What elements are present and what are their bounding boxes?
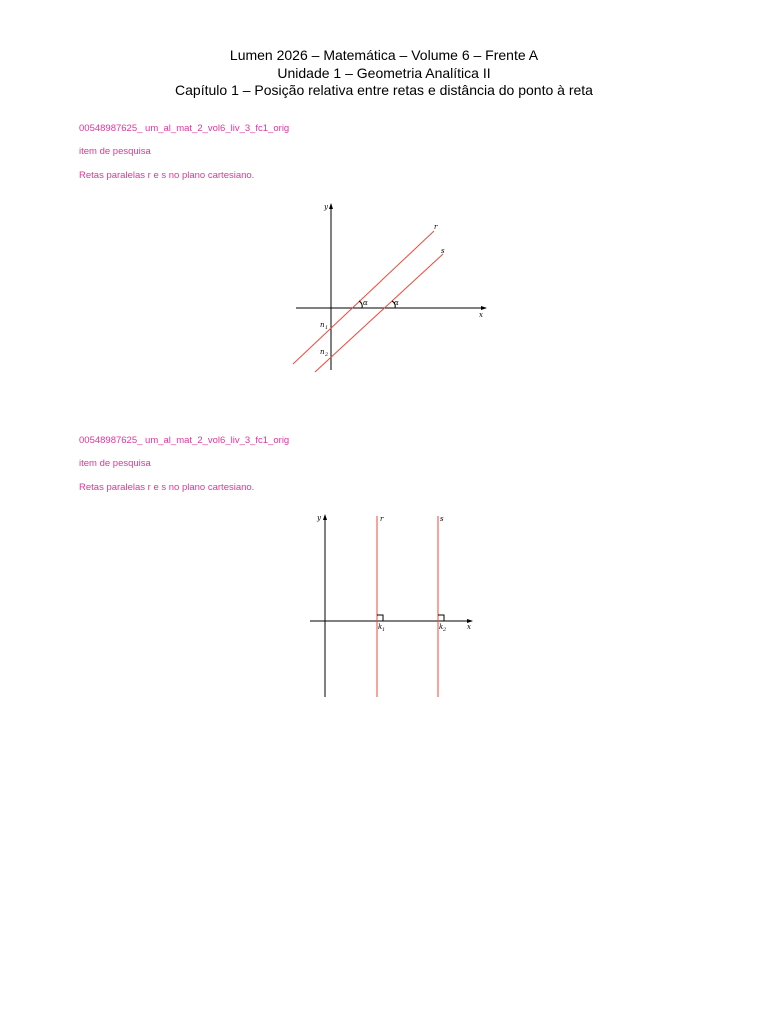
figure-2-label-y: y — [317, 514, 321, 522]
figure-1-label-y: y — [324, 203, 328, 211]
header-title: Lumen 2026 – Matemática – Volume 6 – Frente A — [229, 47, 539, 63]
figure-2-label-s: s — [440, 515, 444, 523]
figure-2-caption: Retas paralelas r e s no plano cartesiano. — [79, 482, 255, 493]
figure-1-label-alpha-1: α — [363, 299, 368, 307]
header-unit: Unidade 1 – Geometria Analítica II — [277, 64, 491, 81]
figure-1-code: 00548987625_ um_al_mat_2_vol6_liv_3_fc1_orig — [79, 123, 290, 134]
figure-1-caption: Retas paralelas r e s no plano cartesiano. — [79, 170, 255, 181]
figure-1-label-n1-sub: 1 — [325, 325, 329, 331]
figure-2-label-k1: k — [378, 623, 383, 631]
figure-2-tag: item de pesquisa — [79, 458, 151, 469]
figure-2-label-x: x — [467, 623, 471, 631]
figure-2-y-arrow — [323, 514, 327, 520]
figure-2-right-angle-1 — [377, 615, 383, 621]
figure-1-label-n1: n — [320, 321, 325, 329]
figure-1-tag: item de pesquisa — [79, 146, 151, 157]
figure-2-code: 00548987625_ um_al_mat_2_vol6_liv_3_fc1_orig — [79, 435, 290, 446]
figure-2-right-angle-2 — [438, 615, 444, 621]
figure-2-label-r: r — [380, 515, 384, 523]
figure-1-label-s: s — [441, 247, 445, 255]
figure-1-label-x: x — [479, 311, 483, 319]
figure-2-label-k2-sub: 2 — [443, 627, 447, 633]
figure-2-label-k2: k — [439, 623, 444, 631]
figure-1-label-n2-sub: 2 — [325, 352, 329, 358]
figure-2-label-k1-sub: 1 — [382, 627, 386, 633]
figure-1-label-n2: n — [320, 348, 325, 356]
header-chapter: Capítulo 1 – Posição relativa entre retas e distância do ponto à reta — [175, 82, 593, 98]
figure-1-label-alpha-2: α — [394, 299, 399, 307]
figure-1-label-r: r — [434, 223, 438, 231]
